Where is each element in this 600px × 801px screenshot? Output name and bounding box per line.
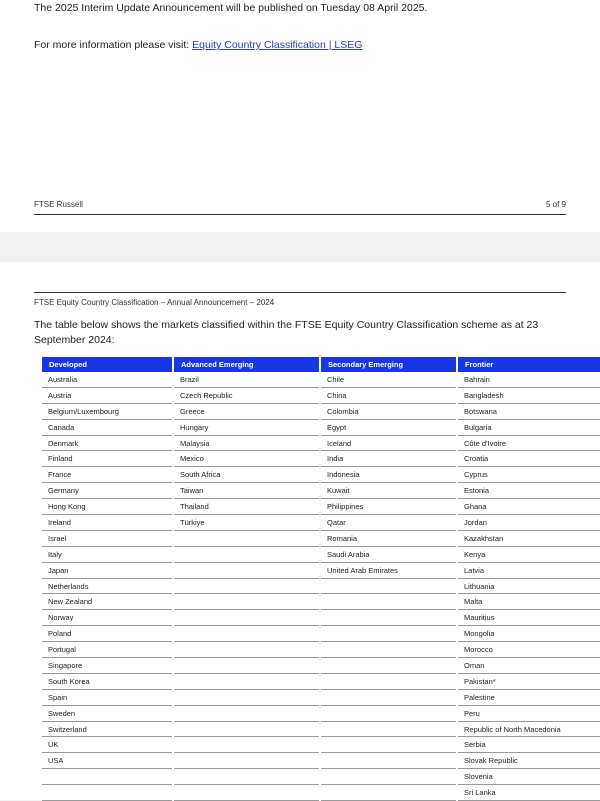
table-cell: Australia <box>42 372 173 387</box>
table-cell <box>173 769 320 785</box>
table-cell: Norway <box>42 610 173 626</box>
table-cell <box>173 610 320 626</box>
table-row <box>42 610 600 626</box>
table-row <box>42 769 600 785</box>
table-cell <box>173 626 320 642</box>
table-cell <box>320 610 457 626</box>
table-cell: Bangladesh <box>457 387 600 403</box>
table-header-row <box>42 357 600 372</box>
table-cell <box>320 594 457 610</box>
table-cell: Slovenia <box>457 769 600 785</box>
table-cell: Pakistan* <box>457 673 600 689</box>
table-row <box>42 546 600 562</box>
table-row <box>42 594 600 610</box>
column-header: Developed <box>42 357 173 372</box>
table-cell: Singapore <box>42 658 173 674</box>
table-cell: Slovak Republic <box>457 753 600 769</box>
table-cell <box>42 785 173 801</box>
table-cell <box>173 658 320 674</box>
table-cell <box>173 530 320 546</box>
table-cell: Colombia <box>320 403 457 419</box>
table-cell: UK <box>42 737 173 753</box>
table-row <box>42 578 600 594</box>
table-row <box>42 515 600 531</box>
table-cell: Canada <box>42 419 173 435</box>
table-cell: Hong Kong <box>42 499 173 515</box>
table-cell: Türkiye <box>173 515 320 531</box>
table-cell: Egypt <box>320 419 457 435</box>
table-cell: Romania <box>320 530 457 546</box>
table-cell: Iceland <box>320 435 457 451</box>
table-row <box>42 499 600 515</box>
table-row <box>42 435 600 451</box>
table-cell: Qatar <box>320 515 457 531</box>
table-cell <box>173 642 320 658</box>
table-cell: Palestine <box>457 689 600 705</box>
table-cell: Mauritius <box>457 610 600 626</box>
table-cell: South Africa <box>173 467 320 483</box>
running-header: FTSE Equity Country Classification – Annual Announcement – 2024 <box>34 298 275 307</box>
table-cell: Chile <box>320 372 457 387</box>
table-cell: Croatia <box>457 451 600 467</box>
table-cell: Portugal <box>42 642 173 658</box>
table-cell <box>173 689 320 705</box>
table-cell: Republic of North Macedonia <box>457 721 600 737</box>
table-cell: Austria <box>42 387 173 403</box>
table-cell: Denmark <box>42 435 173 451</box>
table-cell: Japan <box>42 562 173 578</box>
table-row <box>42 530 600 546</box>
table-cell: Latvia <box>457 562 600 578</box>
table-cell: Israel <box>42 530 173 546</box>
table-cell: Greece <box>173 403 320 419</box>
table-cell <box>320 705 457 721</box>
classification-table <box>42 357 600 801</box>
table-cell: South Korea <box>42 673 173 689</box>
table-row <box>42 705 600 721</box>
table-cell: Estonia <box>457 483 600 499</box>
table-row <box>42 785 600 801</box>
table-body <box>42 372 600 801</box>
table-row <box>42 626 600 642</box>
table-row <box>42 467 600 483</box>
table-cell <box>173 594 320 610</box>
table-cell <box>173 721 320 737</box>
equity-classification-link[interactable]: Equity Country Classification | LSEG <box>192 39 363 51</box>
table-cell: Oman <box>457 658 600 674</box>
table-cell: Ireland <box>42 515 173 531</box>
table-row <box>42 689 600 705</box>
table-cell <box>42 769 173 785</box>
announcement-text: The 2025 Interim Update Announcement will be published on Tuesday 08 April 2025. <box>34 2 428 14</box>
table-cell: Malta <box>457 594 600 610</box>
column-header: Secondary Emerging <box>320 357 457 372</box>
table-cell: Morocco <box>457 642 600 658</box>
table-cell: Malaysia <box>173 435 320 451</box>
table-cell: Côte d'Ivoire <box>457 435 600 451</box>
table-cell: Poland <box>42 626 173 642</box>
table-row <box>42 451 600 467</box>
table-row <box>42 753 600 769</box>
table-cell: Taiwan <box>173 483 320 499</box>
document-page-top <box>0 0 600 232</box>
table-cell <box>320 658 457 674</box>
table-cell <box>320 785 457 801</box>
table-cell: Kazakhstan <box>457 530 600 546</box>
intro-paragraph: The table below shows the markets classified within the FTSE Equity Country Classification scheme as at 23 September 2024: <box>34 319 539 346</box>
table-cell: Cyprus <box>457 467 600 483</box>
table-cell <box>320 673 457 689</box>
table-row <box>42 642 600 658</box>
table-cell <box>173 578 320 594</box>
table-cell <box>173 546 320 562</box>
table-cell: Kenya <box>457 546 600 562</box>
table-cell: France <box>42 467 173 483</box>
more-info-prefix: For more information please visit: <box>34 39 193 51</box>
table-cell <box>320 689 457 705</box>
document-page-bottom <box>0 262 600 800</box>
table-cell: Kuwait <box>320 483 457 499</box>
more-info-line <box>34 39 362 51</box>
table-cell: Saudi Arabia <box>320 546 457 562</box>
table-row <box>42 562 600 578</box>
table-cell: Germany <box>42 483 173 499</box>
table-cell: Finland <box>42 451 173 467</box>
table-cell: Sweden <box>42 705 173 721</box>
table-cell <box>320 769 457 785</box>
table-cell <box>173 753 320 769</box>
table-cell: Jordan <box>457 515 600 531</box>
table-cell: Mexico <box>173 451 320 467</box>
header-rule <box>34 292 566 293</box>
footer-page-number: 5 of 9 <box>545 200 566 209</box>
table-cell <box>320 578 457 594</box>
table-row <box>42 403 600 419</box>
table-row <box>42 387 600 403</box>
table-row <box>42 483 600 499</box>
table-cell: Czech Republic <box>173 387 320 403</box>
table-cell: Serbia <box>457 737 600 753</box>
table-cell: Philippines <box>320 499 457 515</box>
table-cell <box>173 737 320 753</box>
table-cell <box>320 642 457 658</box>
table-cell: Ghana <box>457 499 600 515</box>
table-cell: USA <box>42 753 173 769</box>
table-cell: Netherlands <box>42 578 173 594</box>
table-cell: India <box>320 451 457 467</box>
table-cell: China <box>320 387 457 403</box>
column-header: Frontier <box>457 357 600 372</box>
table-cell: United Arab Emirates <box>320 562 457 578</box>
table-cell: Italy <box>42 546 173 562</box>
table-cell: Thailand <box>173 499 320 515</box>
table-cell: Bahrain <box>457 372 600 387</box>
table-cell: Indonesia <box>320 467 457 483</box>
page-footer <box>34 200 566 215</box>
table-row <box>42 372 600 387</box>
table-cell: Spain <box>42 689 173 705</box>
table-cell <box>320 753 457 769</box>
table-cell <box>320 721 457 737</box>
table-row <box>42 721 600 737</box>
table-cell: Bulgaria <box>457 419 600 435</box>
table-row <box>42 673 600 689</box>
column-header: Advanced Emerging <box>173 357 320 372</box>
table-cell <box>320 737 457 753</box>
table-cell <box>173 785 320 801</box>
table-row <box>42 658 600 674</box>
table-cell: Peru <box>457 705 600 721</box>
table-cell: Botswana <box>457 403 600 419</box>
table-cell: Lithuania <box>457 578 600 594</box>
table-cell: Mongolia <box>457 626 600 642</box>
table-cell <box>173 562 320 578</box>
table-cell: Belgium/Luxembourg <box>42 403 173 419</box>
table-cell: Hungary <box>173 419 320 435</box>
table-cell: Switzerland <box>42 721 173 737</box>
footer-publisher: FTSE Russell <box>34 200 83 209</box>
table-cell: Sri Lanka <box>457 785 600 801</box>
table-cell: Brazil <box>173 372 320 387</box>
table-row <box>42 737 600 753</box>
table-cell <box>173 705 320 721</box>
table-row <box>42 419 600 435</box>
table-cell <box>173 673 320 689</box>
table-cell <box>320 626 457 642</box>
table-cell: New Zealand <box>42 594 173 610</box>
